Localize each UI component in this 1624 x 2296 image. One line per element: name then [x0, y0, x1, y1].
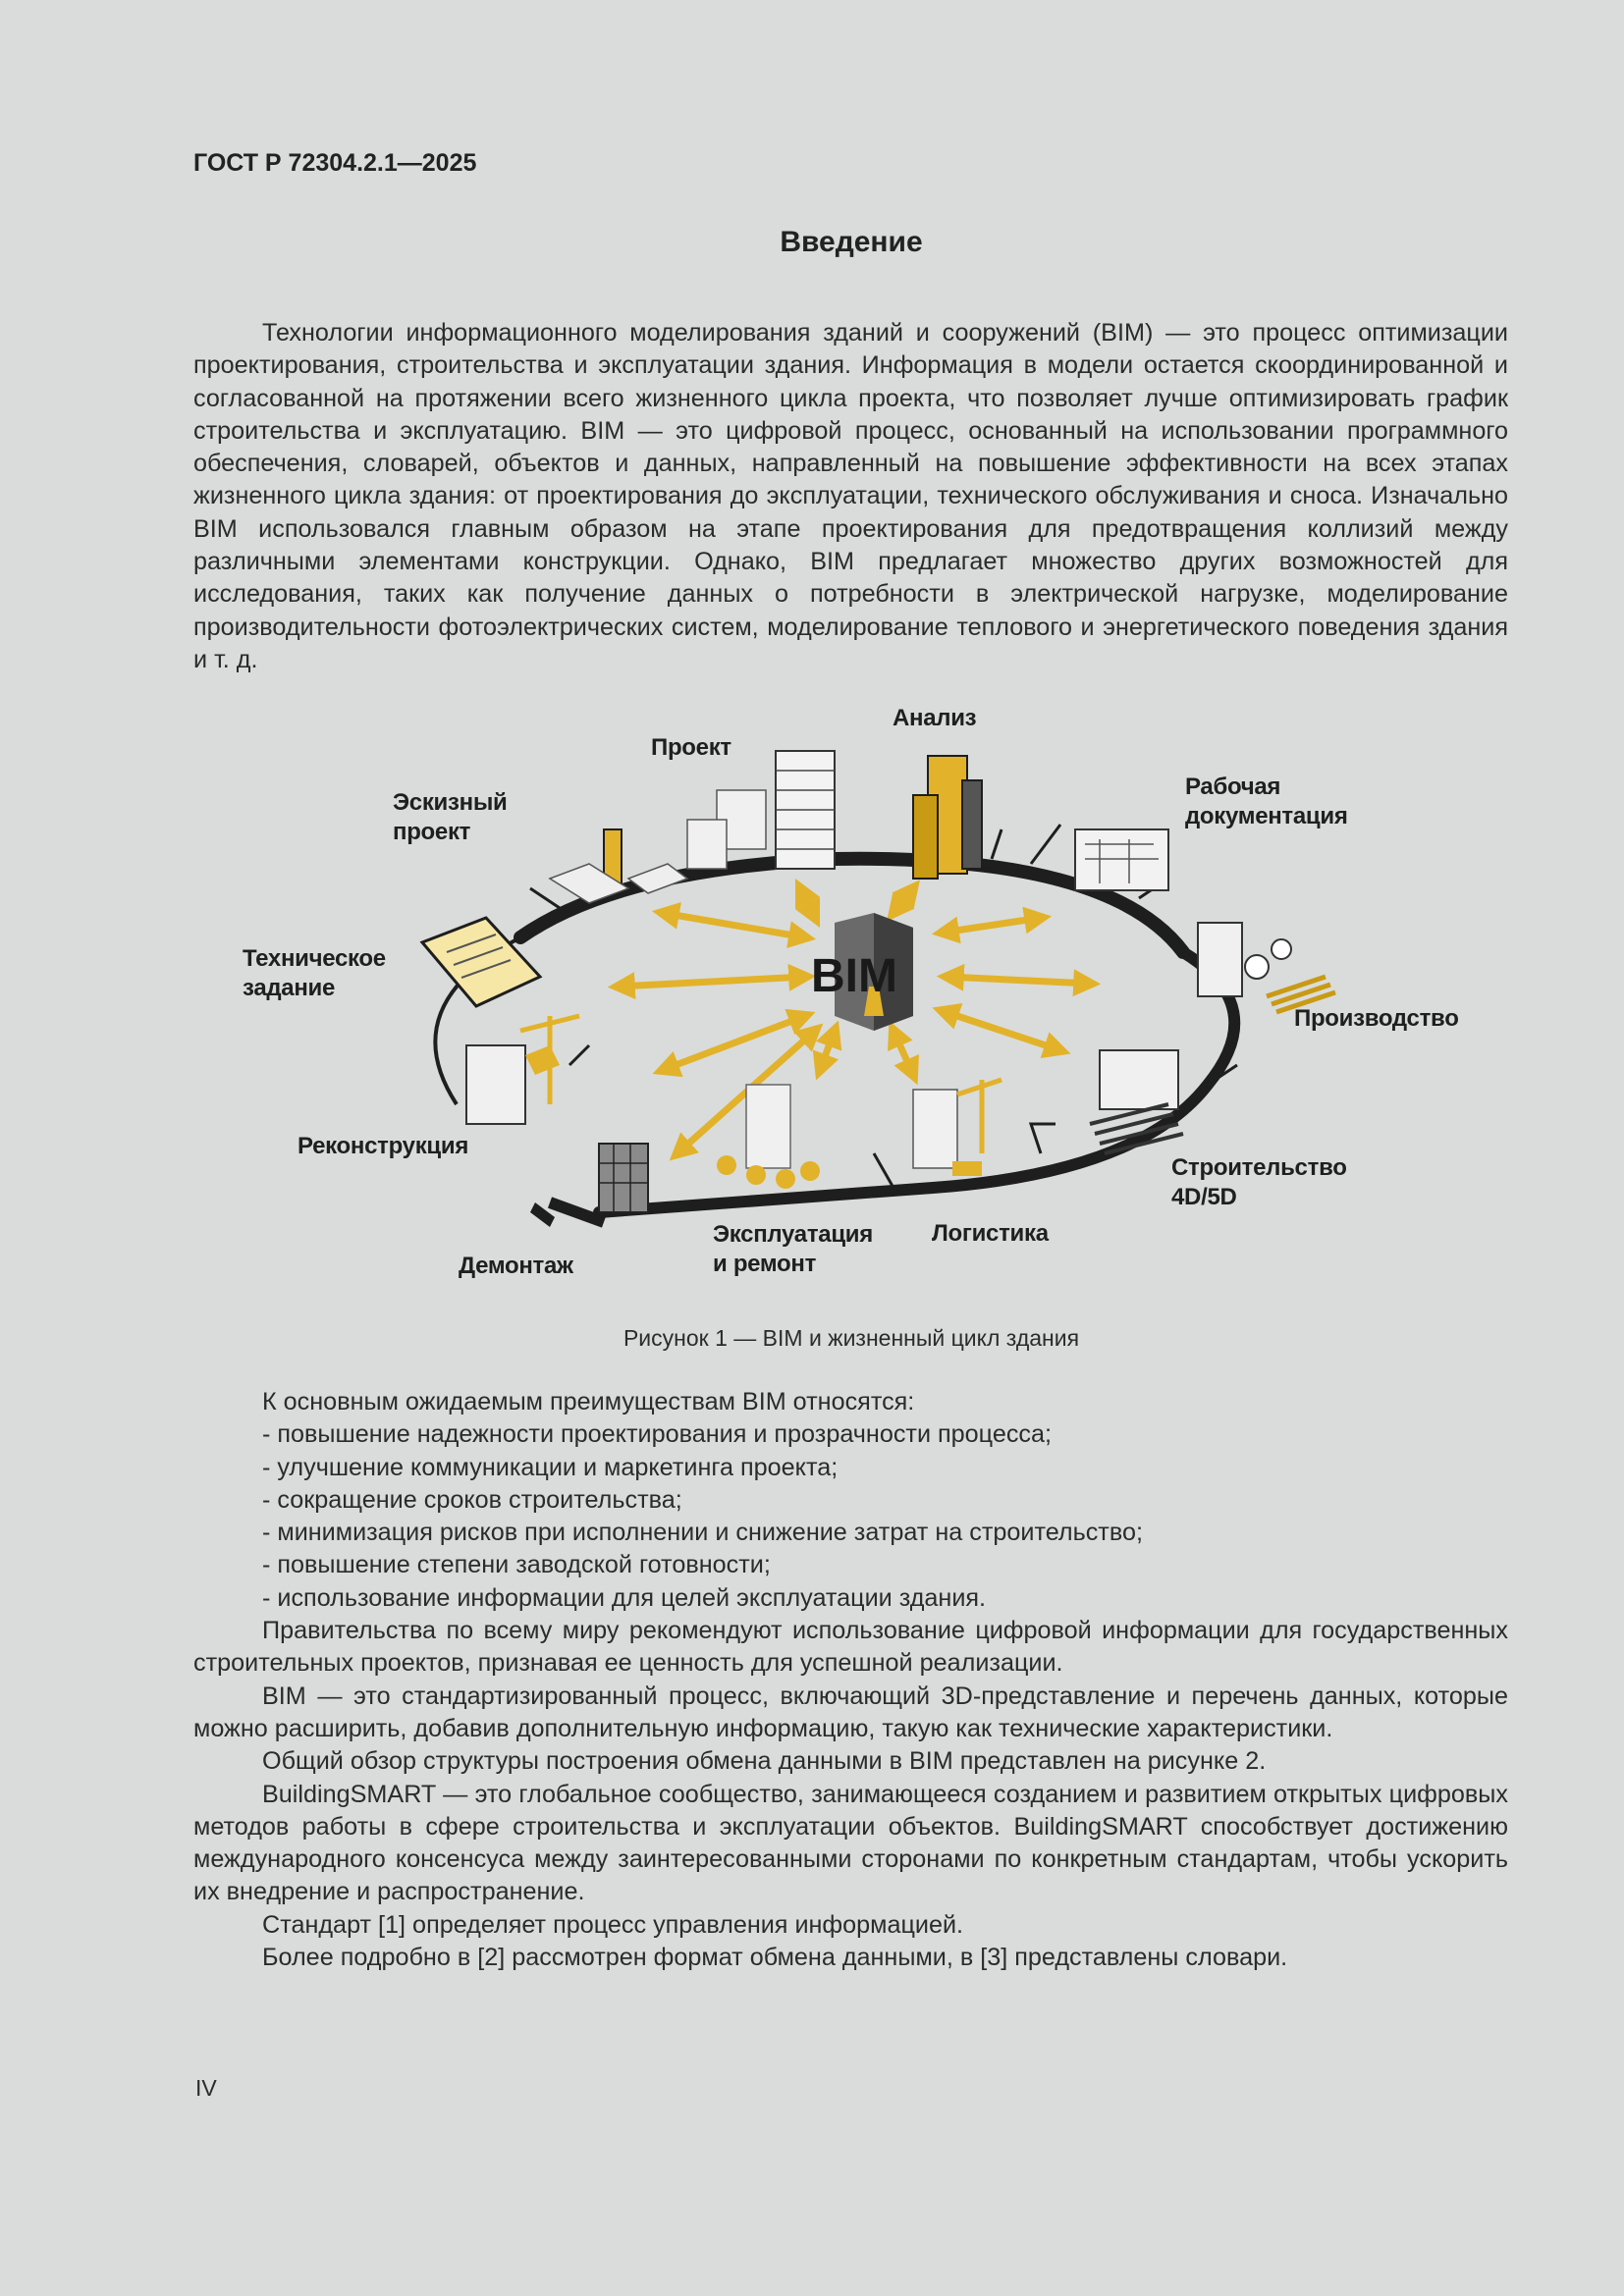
page-number: IV: [195, 2075, 217, 2101]
paragraph-references: Более подробно в [2] рассмотрен формат обмена данными, в [3] представлены словари.: [262, 1944, 1288, 1972]
lifecycle-ring: [435, 859, 1234, 1227]
benefit-item: - повышение степени заводской готовности;: [262, 1551, 771, 1579]
working-docs-icon: [1075, 829, 1168, 890]
stage-label-rekonstrukciya: Реконструкция: [298, 1133, 469, 1159]
paragraph-governments: Правительства по всему миру рекомендуют использование цифровой информации для государственных строительных проектов, признавая ее ценность для успешной реализации.: [193, 1617, 1508, 1678]
stage-label-rabochaya: Рабочая документация: [1185, 774, 1348, 829]
stage-label-demontazh: Демонтаж: [459, 1253, 573, 1279]
benefit-item: - использование информации для целей эксплуатации здания.: [262, 1583, 987, 1612]
bim-center-label: BIM: [811, 950, 897, 1002]
logistics-icon: [913, 1080, 1001, 1176]
demolition-icon: [599, 1144, 648, 1212]
body-text: [193, 1386, 1508, 1974]
intro-paragraph: Технологии информационного моделирования зданий и сооружений (BIM) — это процесс оптимизации проектирования, строительства и эксплуатации здания. Информация в модели остается скоординированной и согласованной на протяжении всего жизненного цикла проекта, что позволяет лучше оптимизировать график строительства и эксплуатацию. BIM — это цифровой процесс, основанный на использовании программного обеспечения, словарей, объектов и данных, направленный на повышение эффективности на всех этапах жизненного цикла здания: от проектирования до эксплуатации, технического обслуживания и сноса. Изначально BIM использовался главным образом на этапе проектирования для предотвращения коллизий между различными элементами конструкции. Однако, BIM предлагает множество других возможностей для исследования, таких как получение данных о потребности в электрической нагрузке, моделирование производительности фотоэлектрических систем, моделирование теплового и энергетического поведения здания и т. д.: [193, 319, 1508, 673]
paragraph-buildingsmart: BuildingSMART — это глобальное сообщество, занимающееся созданием и развитием открытых цифровых методов работы в сфере строительства и эксплуатации объектов. BuildingSMART способствует достижению международного консенсуса между заинтересованными сторонами по конкретным стандартам, чтобы ускорить их внедрение и распространение.: [193, 1780, 1508, 1906]
paragraph-overview: Общий обзор структуры построения обмена данными в BIM представлен на рисунке 2.: [262, 1747, 1267, 1776]
reconstruction-icon: [466, 1016, 579, 1124]
stage-label-ekspluataciya: Эксплуатация и ремонт: [713, 1221, 873, 1277]
benefit-item: - повышение надежности проектирования и прозрачности процесса;: [262, 1420, 1053, 1449]
figure-caption: Рисунок 1 — BIM и жизненный цикл здания: [623, 1325, 1080, 1351]
section-title: Введение: [780, 226, 923, 258]
project-building-icon: [687, 751, 835, 869]
analysis-building-icon: [913, 756, 982, 879]
document-code-header: ГОСТ Р 72304.2.1—2025: [193, 149, 477, 177]
production-icon: [1198, 923, 1335, 1012]
stage-label-analiz: Анализ: [893, 705, 977, 731]
stage-label-stroitelstvo: Строительство 4D/5D: [1171, 1154, 1347, 1210]
benefit-item: - минимизация рисков при исполнении и снижение затрат на строительство;: [262, 1519, 1143, 1547]
stage-label-logistika: Логистика: [932, 1220, 1049, 1247]
sketch-project-icon: [550, 829, 687, 903]
stage-label-eskizny: Эскизный проект: [393, 789, 508, 845]
paragraph-standard-1: Стандарт [1] определяет процесс управления информацией.: [262, 1910, 964, 1939]
paragraph-bim-standardized: BIM — это стандартизированный процесс, включающий 3D-представление и перечень данных, которые можно расширить, добавив дополнительную информацию, такую как технические характеристики.: [193, 1682, 1508, 1742]
stage-label-proizvodstvo: Производство: [1294, 1005, 1459, 1032]
bim-lifecycle-figure: [226, 692, 1502, 1301]
stage-label-proekt: Проект: [651, 734, 731, 761]
stage-label-tekhnicheskoe: Техническое задание: [243, 945, 386, 1001]
benefits-intro: К основным ожидаемым преимуществам BIM относятся:: [262, 1388, 915, 1415]
benefit-item: - сокращение сроков строительства;: [262, 1485, 682, 1514]
benefit-item: - улучшение коммуникации и маркетинга проекта;: [262, 1453, 839, 1481]
